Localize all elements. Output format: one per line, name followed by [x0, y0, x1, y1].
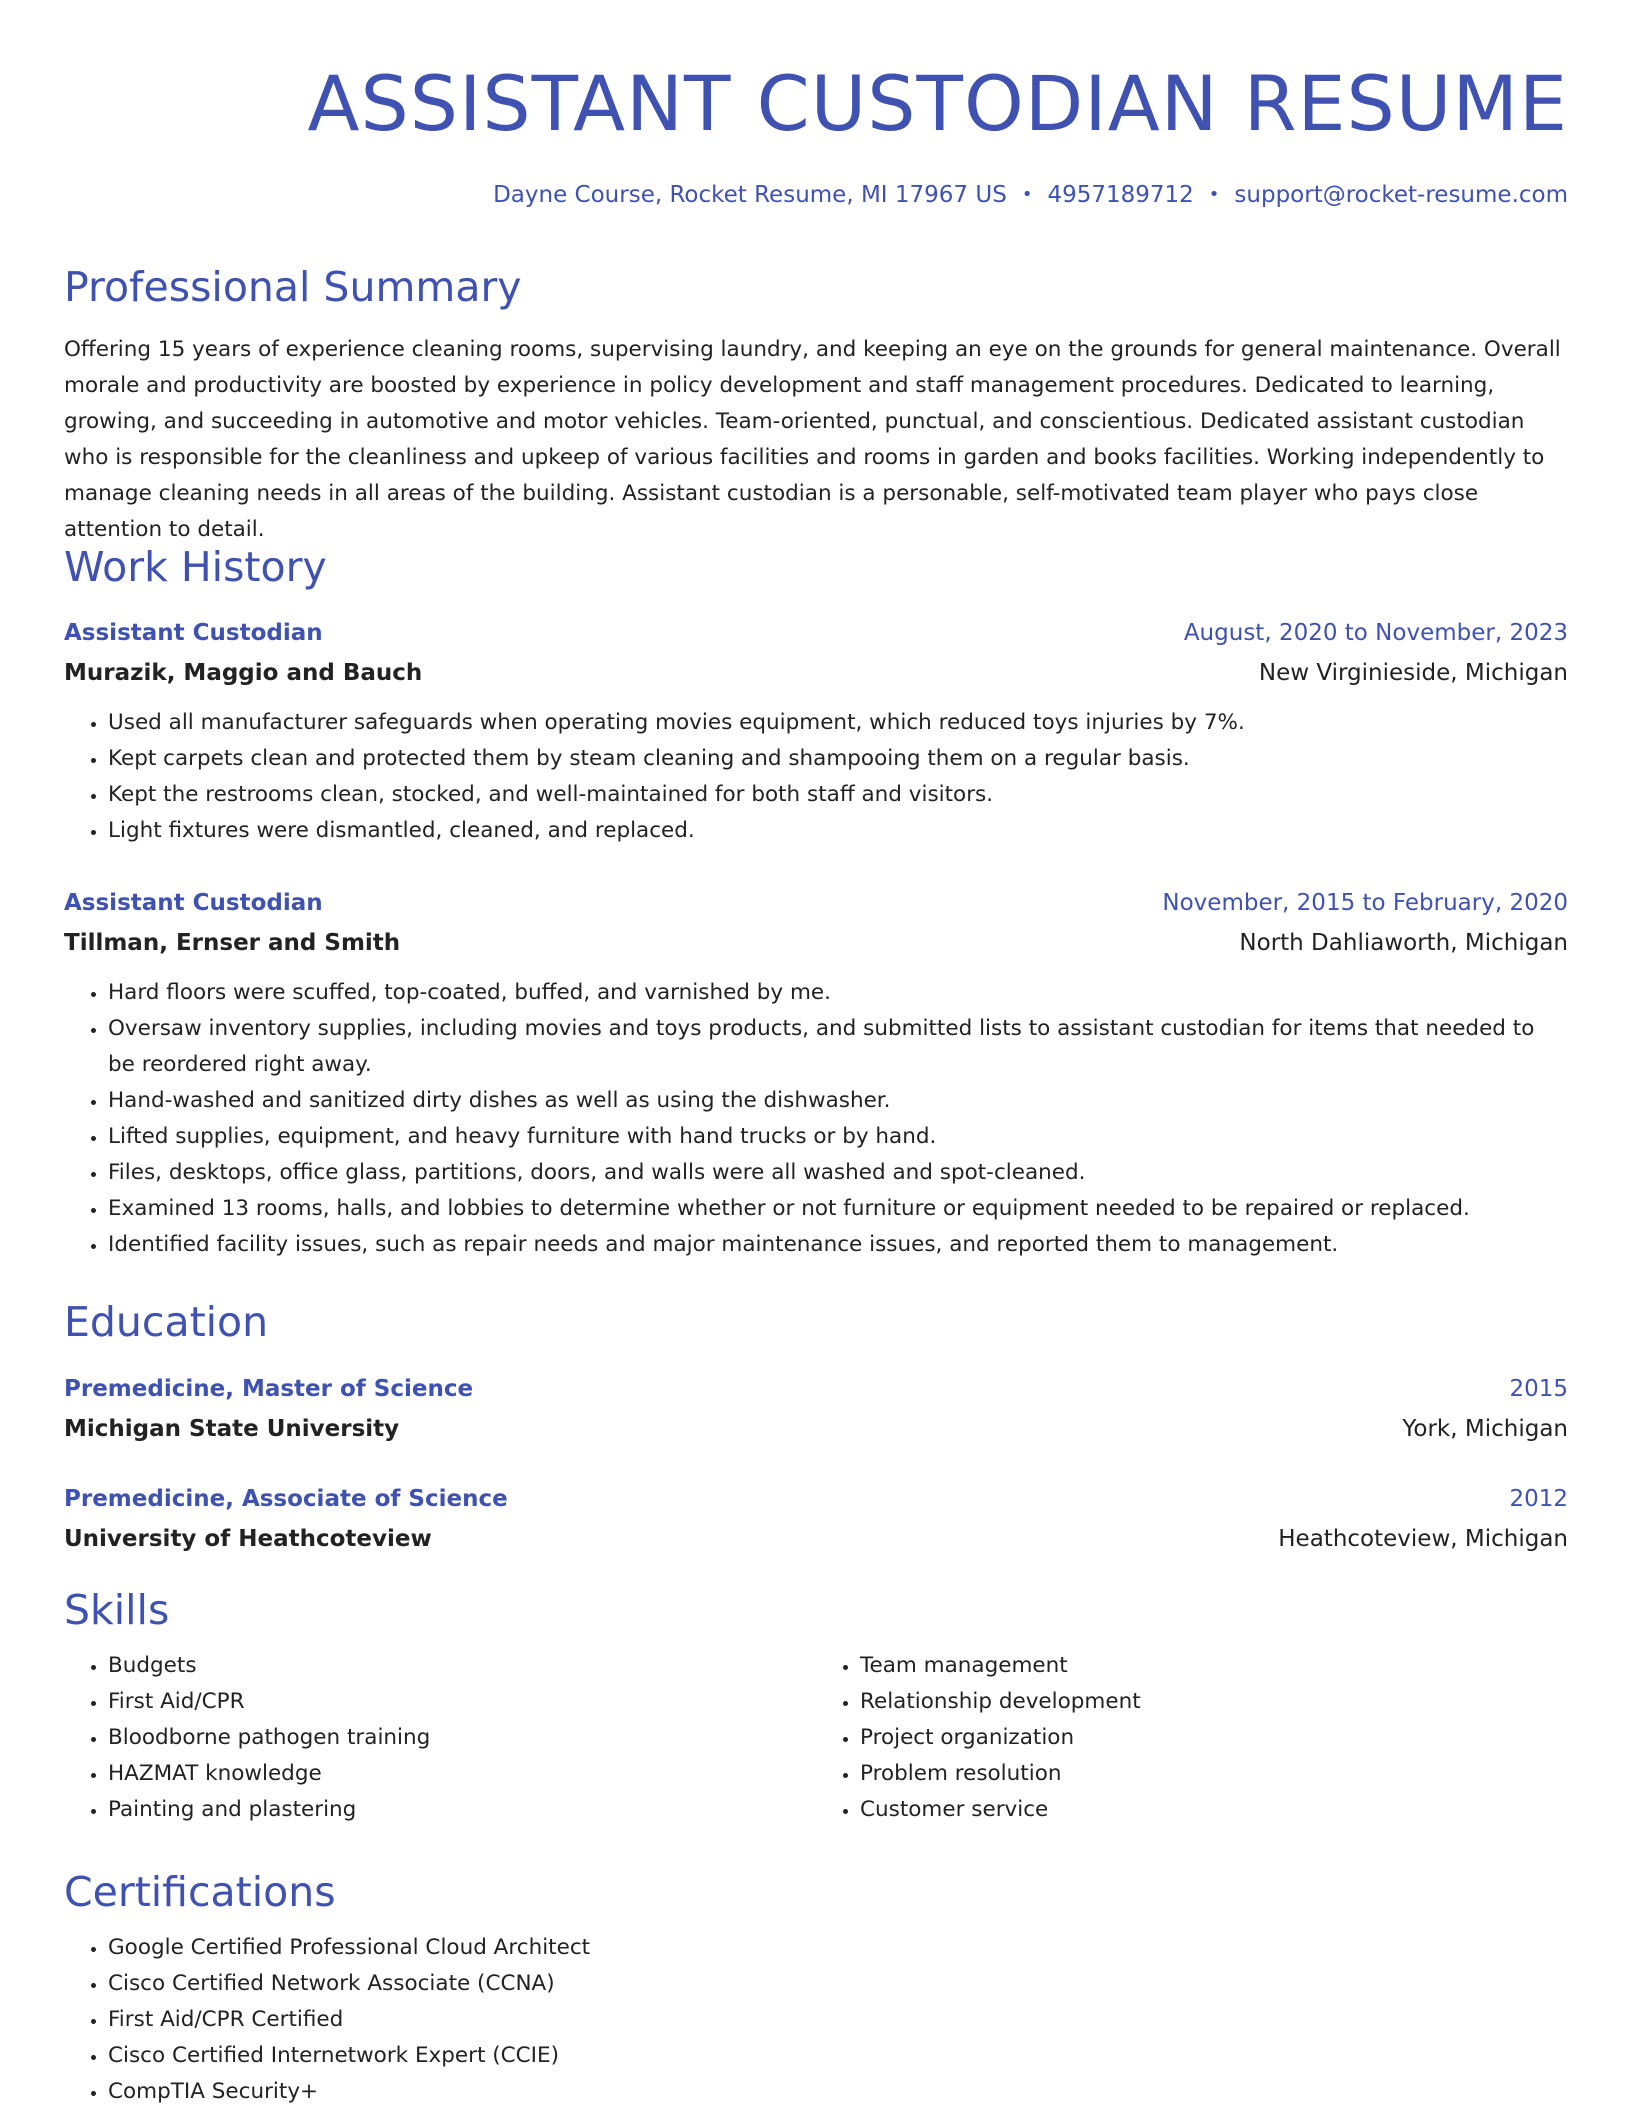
skill-item: • Budgets	[108, 1648, 816, 1684]
job-dates: November, 2015 to February, 2020	[1162, 890, 1568, 916]
job-bullet: • Files, desktops, office glass, partitions, doors, and walls were all washed and spot-cleaned.	[108, 1155, 1568, 1191]
summary-text: Offering 15 years of experience cleaning rooms, supervising laundry, and keeping an eye on the grounds for general maintenance. Overall morale and productivity are boosted by experience in policy development and staff management procedures. Dedicated to learning, growing, and succeeding in automotive and motor vehicles. Team-oriented, punctual, and conscientious. Dedicated assistant custodian who is responsible for the cleanliness and upkeep of various facilities and rooms in garden and books facilities. Working independently to manage cleaning needs in all areas of the building. Assistant custodian is a personable, self-motivated team player who pays close attention to detail.	[64, 337, 1561, 542]
education-entry	[64, 1479, 1568, 1559]
skill-item: • Painting and plastering	[108, 1792, 816, 1828]
certification-item: • Cisco Certified Internetwork Expert (CCIE)	[108, 2038, 1568, 2074]
contact-address: Dayne Course, Rocket Resume, MI 17967 US	[493, 182, 1007, 208]
job-bullet: • Lifted supplies, equipment, and heavy furniture with hand trucks or by hand.	[108, 1119, 1568, 1155]
certifications-list	[64, 1930, 1568, 2110]
skills-section	[64, 1584, 1568, 1828]
contact-email[interactable]: support@rocket-resume.com	[1234, 182, 1568, 208]
certification-item: • Cisco Certified Network Associate (CCNA)	[108, 1966, 1568, 2002]
job-company: Murazik, Maggio and Bauch	[64, 660, 423, 686]
job-location: New Virginieside, Michigan	[1258, 660, 1568, 686]
skill-item: • HAZMAT knowledge	[108, 1756, 816, 1792]
skills-columns	[64, 1636, 1568, 1828]
job-entry	[64, 613, 1568, 849]
graduation-year: 2012	[1509, 1486, 1568, 1512]
skill-item: • Relationship development	[860, 1684, 1568, 1720]
certification-item: • First Aid/CPR Certified	[108, 2002, 1568, 2038]
certification-item: • CompTIA Security+	[108, 2074, 1568, 2110]
job-bullet: • Hard floors were scuffed, top-coated, buffed, and varnished by me.	[108, 975, 1568, 1011]
graduation-year: 2015	[1509, 1376, 1568, 1402]
job-dates: August, 2020 to November, 2023	[1183, 620, 1568, 646]
summary-section	[64, 261, 1568, 548]
certification-item: • Google Certified Professional Cloud Architect	[108, 1930, 1568, 1966]
skills-list-left	[64, 1648, 816, 1828]
job-bullet: • Light fixtures were dismantled, cleaned, and replaced.	[108, 813, 1568, 849]
job-bullets	[64, 975, 1568, 1263]
job-title: Assistant Custodian	[64, 620, 323, 646]
degree: Premedicine, Master of Science	[64, 1376, 474, 1402]
job-entry	[64, 883, 1568, 1263]
certifications-section	[64, 1866, 1568, 2110]
job-location: North Dahliaworth, Michigan	[1239, 930, 1568, 956]
skill-item: • Team management	[860, 1648, 1568, 1684]
job-bullet: • Used all manufacturer safeguards when operating movies equipment, which reduced toys injuries by 7%.	[108, 705, 1568, 741]
work-history-heading: Work History	[64, 543, 327, 591]
skills-list-right	[816, 1648, 1568, 1828]
skill-item: • Problem resolution	[860, 1756, 1568, 1792]
skill-item: • Project organization	[860, 1720, 1568, 1756]
degree: Premedicine, Associate of Science	[64, 1486, 508, 1512]
education-section	[64, 1296, 1568, 1348]
education-heading: Education	[64, 1298, 269, 1346]
skill-item: • First Aid/CPR	[108, 1684, 816, 1720]
job-bullet: • Kept carpets clean and protected them by steam cleaning and shampooing them on a regular basis.	[108, 741, 1568, 777]
job-bullet: • Hand-washed and sanitized dirty dishes as well as using the dishwasher.	[108, 1083, 1568, 1119]
job-bullet: • Examined 13 rooms, halls, and lobbies to determine whether or not furniture or equipment needed to be repaired or replaced.	[108, 1191, 1568, 1227]
contact-separator: •	[1208, 184, 1220, 205]
school-name: Michigan State University	[64, 1416, 400, 1442]
school-location: Heathcoteview, Michigan	[1278, 1526, 1568, 1552]
contact-separator: •	[1021, 184, 1033, 205]
work-history-section	[64, 541, 1568, 593]
job-bullet: • Identified facility issues, such as repair needs and major maintenance issues, and reported them to management.	[108, 1227, 1568, 1263]
education-entry	[64, 1369, 1568, 1449]
certifications-heading: Certifications	[64, 1868, 336, 1916]
skill-item: • Customer service	[860, 1792, 1568, 1828]
resume-title: ASSISTANT CUSTODIAN RESUME	[307, 59, 1568, 148]
contact-line	[493, 182, 1568, 208]
job-title: Assistant Custodian	[64, 890, 323, 916]
job-bullet: • Kept the restrooms clean, stocked, and well-maintained for both staff and visitors.	[108, 777, 1568, 813]
contact-phone[interactable]: 4957189712	[1047, 182, 1194, 208]
job-company: Tillman, Ernser and Smith	[64, 930, 401, 956]
school-name: University of Heathcoteview	[64, 1526, 432, 1552]
summary-heading: Professional Summary	[64, 263, 522, 311]
skills-heading: Skills	[64, 1586, 170, 1634]
school-location: York, Michigan	[1402, 1416, 1568, 1442]
job-bullet: • Oversaw inventory supplies, including movies and toys products, and submitted lists to assistant custodian for items that needed to be reordered right away.	[108, 1011, 1568, 1083]
skill-item: • Bloodborne pathogen training	[108, 1720, 816, 1756]
job-bullets	[64, 705, 1568, 849]
